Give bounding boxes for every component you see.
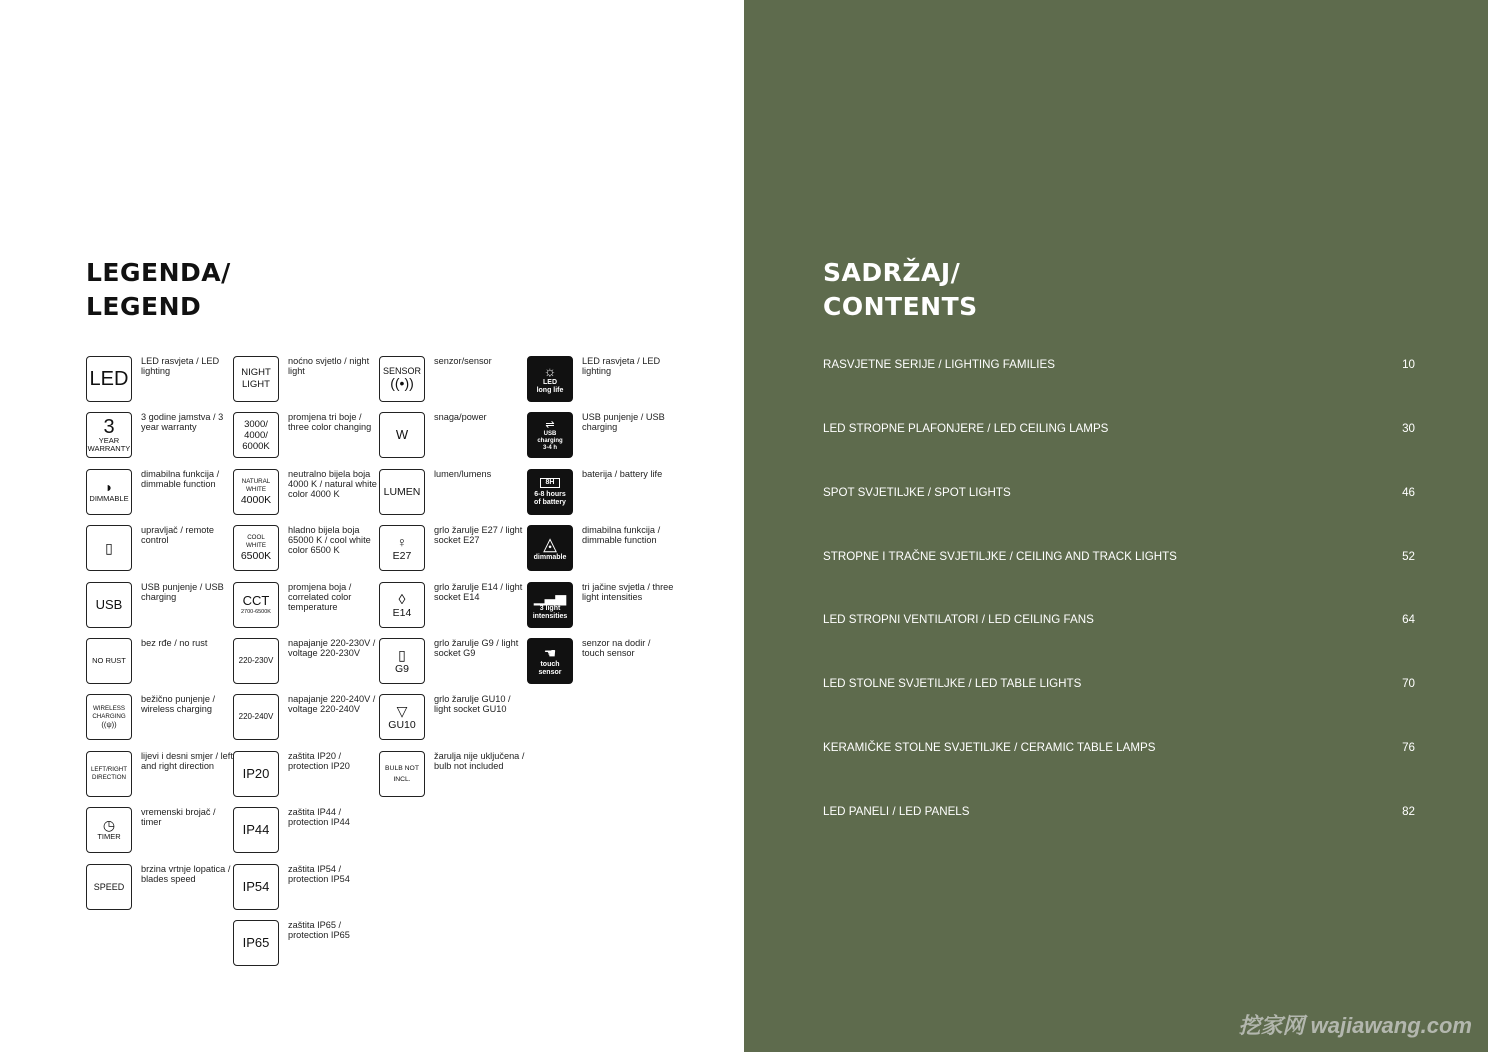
legend-desc: dimabilna funkcija / dimmable function bbox=[141, 469, 220, 490]
contents-row[interactable] bbox=[823, 422, 1415, 442]
legend-item bbox=[233, 582, 378, 632]
legend-desc: lijevi i desni smjer / left and right direction bbox=[141, 751, 233, 772]
legend-item bbox=[527, 356, 672, 406]
legend-item bbox=[233, 694, 378, 744]
legend-item bbox=[379, 469, 524, 519]
legend-desc: LED rasvjeta / LED lighting bbox=[582, 356, 661, 377]
contents-row-page: 52 bbox=[1402, 550, 1415, 563]
legend-item bbox=[233, 864, 378, 914]
voltage-220-240-icon: 220-240V bbox=[233, 694, 279, 740]
g9-icon: ▯ G9 bbox=[379, 638, 425, 684]
led-icon: LED bbox=[86, 356, 132, 402]
legend-item bbox=[233, 412, 378, 462]
remote-control-icon: ▯ bbox=[86, 525, 132, 571]
legend-item bbox=[527, 525, 672, 575]
contents-row-page: 64 bbox=[1402, 613, 1415, 626]
contents-row-page: 30 bbox=[1402, 422, 1415, 435]
usb-icon: USB bbox=[86, 582, 132, 628]
ip44-icon: IP44 bbox=[233, 807, 279, 853]
legend-item bbox=[86, 356, 231, 406]
voltage-220-230-icon: 220-230V bbox=[233, 638, 279, 684]
legend-desc: zaštita IP54 / protection IP54 bbox=[288, 864, 350, 885]
legend-desc: neutralno bijela boja 4000 K / natural white color 4000 K bbox=[288, 469, 377, 500]
legend-desc: tri jačine svjetla / three light intensities bbox=[582, 582, 674, 603]
dimmable-icon: ◗ DIMMABLE bbox=[86, 469, 132, 515]
legend-item bbox=[233, 751, 378, 801]
legend-item bbox=[379, 694, 524, 744]
ip65-icon: IP65 bbox=[233, 920, 279, 966]
night-light-icon: NIGHT LIGHT bbox=[233, 356, 279, 402]
cool-white-icon: COOL WHITE 6500K bbox=[233, 525, 279, 571]
legend-desc: grlo žarulje E14 / light socket E14 bbox=[434, 582, 523, 603]
legend-desc: grlo žarulje G9 / light socket G9 bbox=[434, 638, 519, 659]
contents-row-label: LED STOLNE SVJETILJKE / LED TABLE LIGHTS bbox=[823, 677, 1082, 690]
contents-title-line2: CONTENTS bbox=[823, 292, 978, 321]
e27-icon: ♀ E27 bbox=[379, 525, 425, 571]
legend-title bbox=[86, 256, 231, 324]
contents-row[interactable] bbox=[823, 486, 1415, 506]
legend-desc: napajanje 220-230V / voltage 220-230V bbox=[288, 638, 376, 659]
contents-row-page: 46 bbox=[1402, 486, 1415, 499]
legend-item bbox=[86, 582, 231, 632]
legend-desc: promjena boja / correlated color temperature bbox=[288, 582, 352, 613]
ip54-icon: IP54 bbox=[233, 864, 279, 910]
legend-desc: brzina vrtnje lopatica / blades speed bbox=[141, 864, 231, 885]
speed-icon: SPEED bbox=[86, 864, 132, 910]
legend-desc: zaštita IP20 / protection IP20 bbox=[288, 751, 350, 772]
legend-item bbox=[379, 356, 524, 406]
no-rust-icon: NO RUST bbox=[86, 638, 132, 684]
warranty-icon: 3 YEAR WARRANTY bbox=[86, 412, 132, 458]
legend-desc: promjena tri boje / three color changing bbox=[288, 412, 372, 433]
legend-desc: senzor/sensor bbox=[434, 356, 492, 366]
legend-item bbox=[86, 638, 231, 688]
legend-item bbox=[86, 412, 231, 462]
contents-row[interactable] bbox=[823, 677, 1415, 697]
legend-desc: bez rđe / no rust bbox=[141, 638, 208, 648]
lumen-icon: LUMEN bbox=[379, 469, 425, 515]
contents-row[interactable] bbox=[823, 741, 1415, 761]
legend-desc: zaštita IP65 / protection IP65 bbox=[288, 920, 350, 941]
legend-item bbox=[233, 807, 378, 857]
legend-item bbox=[233, 638, 378, 688]
legend-item bbox=[233, 356, 378, 406]
bulb-not-included-icon: BULB NOT INCL. bbox=[379, 751, 425, 797]
legend-item bbox=[86, 525, 231, 575]
legend-item bbox=[86, 469, 231, 519]
legend-desc: senzor na dodir / touch sensor bbox=[582, 638, 651, 659]
legend-item bbox=[379, 582, 524, 632]
timer-icon: ◷ TIMER bbox=[86, 807, 132, 853]
legend-desc: hladno bijela boja 65000 K / cool white color 6500 K bbox=[288, 525, 371, 556]
legend-item bbox=[86, 807, 231, 857]
legend-item bbox=[527, 412, 672, 462]
legend-desc: dimabilna funkcija / dimmable function bbox=[582, 525, 661, 546]
contents-row-page: 82 bbox=[1402, 805, 1415, 818]
dimmable-dark-icon: ◬ dimmable bbox=[527, 525, 573, 571]
natural-white-icon: NATURAL WHITE 4000K bbox=[233, 469, 279, 515]
light-intensities-icon: ▁▃▅ 3 light intensities bbox=[527, 582, 573, 628]
legend-item bbox=[379, 751, 524, 801]
battery-life-icon: 8H 6-8 hours of battery bbox=[527, 469, 573, 515]
legend-desc: napajanje 220-240V / voltage 220-240V bbox=[288, 694, 376, 715]
legend-item bbox=[86, 864, 231, 914]
e14-icon: ◊ E14 bbox=[379, 582, 425, 628]
legend-item bbox=[233, 525, 378, 575]
contents-title-line1: SADRŽAJ/ bbox=[823, 258, 961, 287]
led-long-life-icon: ☼ LED long life bbox=[527, 356, 573, 402]
legend-desc: vremenski brojač / timer bbox=[141, 807, 216, 828]
contents-row-label: KERAMIČKE STOLNE SVJETILJKE / CERAMIC TABLE LAMPS bbox=[823, 741, 1156, 754]
legend-desc: zaštita IP44 / protection IP44 bbox=[288, 807, 350, 828]
legend-desc: bežično punjenje / wireless charging bbox=[141, 694, 216, 715]
legend-desc: LED rasvjeta / LED lighting bbox=[141, 356, 220, 377]
touch-sensor-icon: ☚ touch sensor bbox=[527, 638, 573, 684]
contents-row-label: STROPNE I TRAČNE SVJETILJKE / CEILING AND TRACK LIGHTS bbox=[823, 550, 1177, 563]
gu10-icon: ▽ GU10 bbox=[379, 694, 425, 740]
legend-desc: 3 godine jamstva / 3 year warranty bbox=[141, 412, 224, 433]
contents-page bbox=[744, 0, 1488, 1052]
legend-desc: lumen/lumens bbox=[434, 469, 492, 479]
contents-row[interactable] bbox=[823, 613, 1415, 633]
contents-row-label: LED PANELI / LED PANELS bbox=[823, 805, 970, 818]
legend-desc: upravljač / remote control bbox=[141, 525, 215, 546]
legend-item bbox=[86, 751, 231, 801]
power-icon: W bbox=[379, 412, 425, 458]
legend-title-line2: LEGEND bbox=[86, 292, 202, 321]
legend-item bbox=[233, 920, 378, 970]
contents-row-label: LED STROPNI VENTILATORI / LED CEILING FANS bbox=[823, 613, 1094, 626]
contents-row-page: 76 bbox=[1402, 741, 1415, 754]
watermark: 挖家网 wajiawang.com bbox=[1238, 1013, 1472, 1038]
contents-row-label: RASVJETNE SERIJE / LIGHTING FAMILIES bbox=[823, 358, 1055, 371]
legend-item bbox=[379, 525, 524, 575]
legend-item bbox=[379, 638, 524, 688]
legend-title-line1: LEGENDA/ bbox=[86, 258, 231, 287]
usb-charging-time-icon: ⇌ USB charging 3-4 h bbox=[527, 412, 573, 458]
contents-row[interactable] bbox=[823, 805, 1415, 825]
ip20-icon: IP20 bbox=[233, 751, 279, 797]
legend-desc: grlo žarulje GU10 / light socket GU10 bbox=[434, 694, 511, 715]
wireless-charging-icon: WIRELESS CHARGING ((ψ)) bbox=[86, 694, 132, 740]
legend-desc: USB punjenje / USB charging bbox=[141, 582, 224, 603]
legend-desc: baterija / battery life bbox=[582, 469, 663, 479]
legend-item bbox=[379, 412, 524, 462]
contents-row-label: SPOT SVJETILJKE / SPOT LIGHTS bbox=[823, 486, 1011, 499]
contents-row[interactable] bbox=[823, 358, 1415, 378]
direction-icon: LEFT/RIGHT DIRECTION bbox=[86, 751, 132, 797]
legend-item bbox=[527, 638, 672, 688]
legend-desc: snaga/power bbox=[434, 412, 487, 422]
contents-title bbox=[823, 256, 978, 324]
legend-item bbox=[86, 694, 231, 744]
legend-item bbox=[527, 582, 672, 632]
contents-row[interactable] bbox=[823, 550, 1415, 570]
legend-desc: grlo žarulje E27 / light socket E27 bbox=[434, 525, 523, 546]
contents-row-label: LED STROPNE PLAFONJERE / LED CEILING LAMPS bbox=[823, 422, 1109, 435]
cct-icon: CCT 2700-6500K bbox=[233, 582, 279, 628]
legend-desc: žarulja nije uključena / bulb not included bbox=[434, 751, 525, 772]
legend-item bbox=[233, 469, 378, 519]
three-color-icon: 3000/ 4000/ 6000K bbox=[233, 412, 279, 458]
legend-desc: noćno svjetlo / night light bbox=[288, 356, 370, 377]
legend-item bbox=[527, 469, 672, 519]
legend-desc: USB punjenje / USB charging bbox=[582, 412, 665, 433]
contents-row-page: 10 bbox=[1402, 358, 1415, 371]
sensor-icon: SENSOR ((•)) bbox=[379, 356, 425, 402]
contents-row-page: 70 bbox=[1402, 677, 1415, 690]
